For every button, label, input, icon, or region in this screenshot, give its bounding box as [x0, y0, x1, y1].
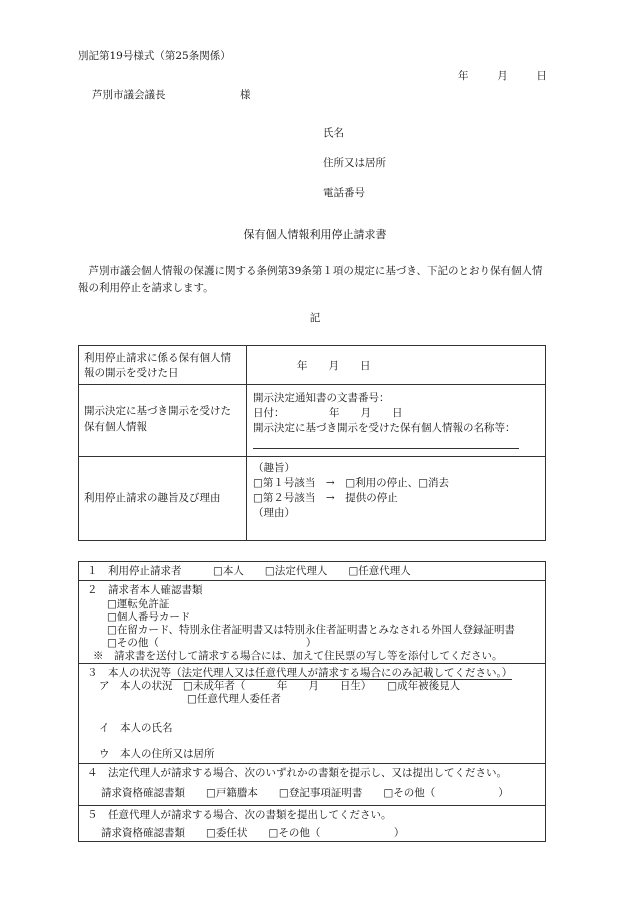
principal-status-checkbox[interactable]: ア 本人の状況 □未成年者（ 年 月 日生） □成年被後見人	[99, 680, 461, 692]
agent-docs-checkbox[interactable]: 請求資格確認書類 □委任状 □その他（ ）	[101, 827, 405, 839]
legal-rep-docs-checkbox[interactable]: 請求資格確認書類 □戸籍謄本 □登記事項証明書 □その他（ ）	[101, 787, 509, 799]
row2-date-label: 日付：	[253, 407, 285, 419]
id-docs-note: ※ 請求書を送付して請求する場合には、加えて住民票の写し等を添付してください。	[93, 650, 503, 662]
principal-status-title: ３ 本人の状況等	[87, 667, 171, 679]
principal-name-label: イ 本人の氏名	[99, 722, 173, 734]
row1-label-a: 利用停止請求に係る保有個人情	[84, 352, 231, 364]
row1-date: 年 月 日	[297, 360, 371, 372]
tel-label: 電話番号	[323, 187, 365, 199]
row3-label: 利用停止請求の趣旨及び理由	[84, 492, 221, 504]
date-day: 日	[536, 70, 547, 82]
principal-status-heading	[87, 667, 512, 680]
id-docs-residence-card-checkbox[interactable]: □在留カード、特別永住者証明書又は特別永住者証明書とみなされる外国人登録証明書	[107, 624, 515, 636]
requester-info-table	[78, 561, 546, 842]
requester-type-checkbox[interactable]: １ 利用停止請求者 □本人 □法定代理人 □任意代理人	[87, 565, 411, 577]
request-date	[458, 70, 547, 83]
id-docs-other-checkbox[interactable]: □その他（ ）	[107, 637, 317, 649]
id-docs-mynumber-checkbox[interactable]: □個人番号カード	[107, 611, 191, 623]
row2-underline	[253, 448, 519, 449]
row3-item1-checkbox[interactable]: □第１号該当 → □利用の停止、□消去	[253, 477, 450, 489]
row2-label-a: 開示決定に基づき開示を受けた	[84, 405, 231, 417]
row3-item2-checkbox[interactable]: □第２号該当 → 提供の停止	[253, 492, 398, 504]
principal-status-note: （法定代理人又は任意代理人が請求する場合にのみ記載してください。）	[171, 667, 513, 679]
principal-address-label: ウ 本人の住所又は居所	[99, 748, 215, 760]
row2-doc-number: 開示決定通知書の文書番号：	[253, 392, 390, 404]
legal-rep-heading: ４ 法定代理人が請求する場合、次のいずれかの書類を提示し、又は提出してください。	[87, 767, 507, 779]
form-id: 別記第19号様式（第25条関係）	[78, 50, 231, 62]
id-docs-heading: ２ 請求者本人確認書類	[87, 584, 203, 596]
addressee-name: 芦別市議会議長	[92, 89, 166, 101]
row1-label-b: 報の開示を受けた日	[84, 367, 179, 379]
id-docs-license-checkbox[interactable]: □運転免許証	[107, 598, 170, 610]
agent-heading: ５ 任意代理人が請求する場合、次の書類を提出してください。	[87, 809, 392, 821]
name-label: 氏名	[323, 127, 344, 139]
row2-label-b: 保有個人情報	[84, 421, 147, 433]
addressee-suffix: 様	[240, 89, 251, 101]
request-detail-table	[78, 345, 546, 541]
date-year: 年	[458, 70, 469, 82]
row2-info-name: 開示決定に基づき開示を受けた保有個人情報の名称等：	[253, 422, 516, 434]
addressee	[92, 89, 251, 102]
document-title: 保有個人情報利用停止請求書	[243, 228, 387, 241]
date-month: 月	[497, 70, 508, 82]
row2-date: 年 月 日	[329, 407, 403, 419]
principal-delegator-checkbox[interactable]: □任意代理人委任者	[187, 693, 281, 705]
row3-purpose-heading: （趣旨）	[253, 462, 295, 474]
address-label: 住所又は居所	[323, 157, 386, 169]
row3-reason-heading: （理由）	[253, 507, 295, 519]
body-text: 芦別市議会個人情報の保護に関する条例第39条第１項の規定に基づき、下記のとおり保有個人情報の利用停止を請求します。	[78, 265, 543, 294]
ki-heading: 記	[309, 312, 321, 324]
